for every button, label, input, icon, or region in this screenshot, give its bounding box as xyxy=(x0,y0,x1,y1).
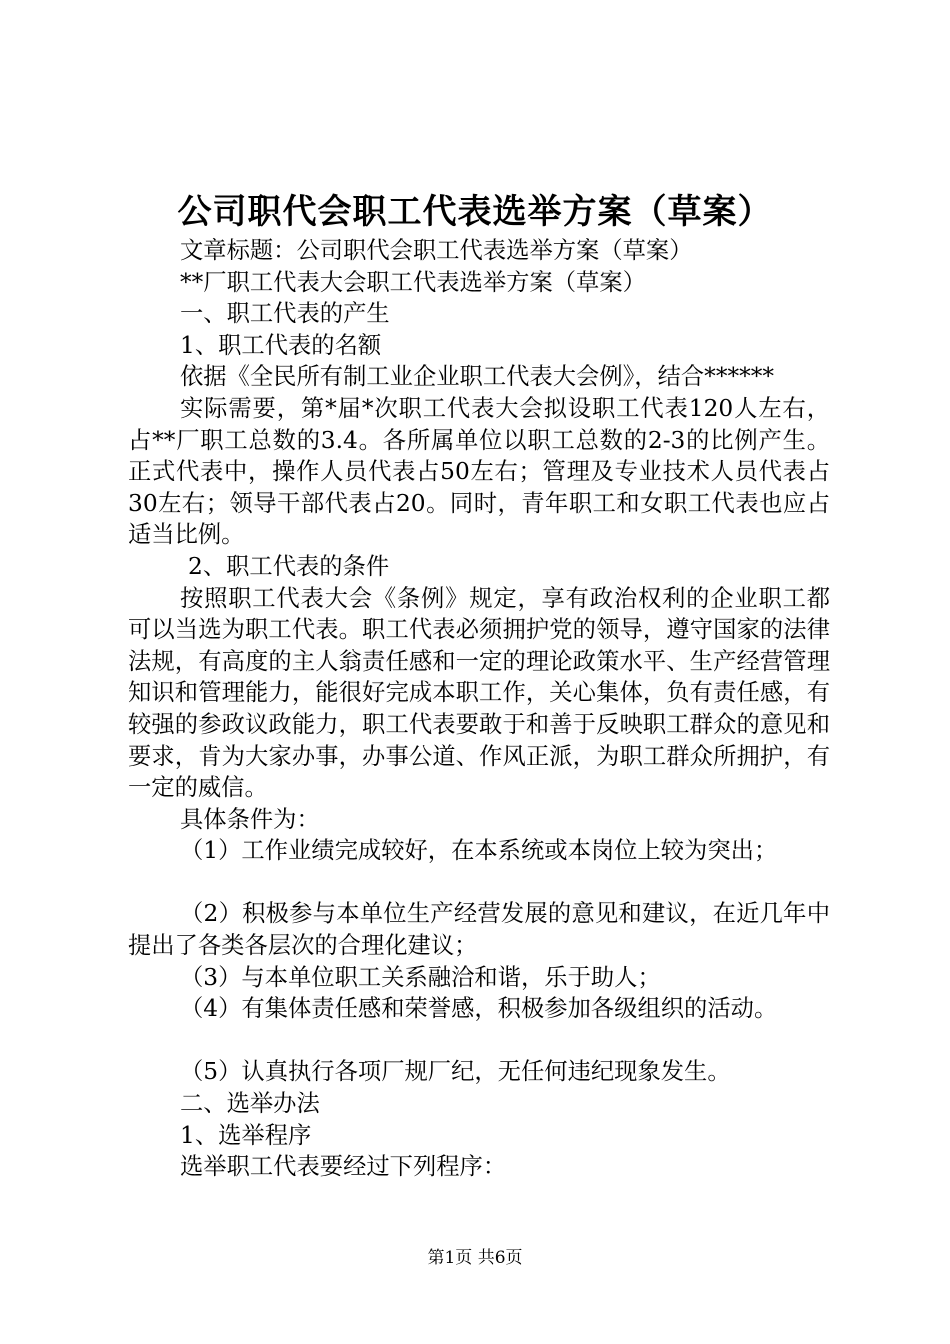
subsection-heading-1-2: 2、职工代表的条件 xyxy=(188,552,390,580)
section-heading-2: 二、选举办法 xyxy=(180,1090,320,1118)
page-footer: 第1页 共6页 xyxy=(427,1248,523,1268)
article-title-line: 文章标题：公司职代会职工代表选举方案（草案） xyxy=(180,237,693,264)
subsection-heading-2-1: 1、选举程序 xyxy=(180,1121,312,1149)
paragraph-procedure: 选举职工代表要经过下列程序： xyxy=(180,1153,507,1181)
subsection-heading-1-1: 1、职工代表的名额 xyxy=(180,331,382,359)
spacer xyxy=(128,867,830,899)
document-body xyxy=(128,235,830,1183)
document-title: 公司职代会职工代表选举方案（草案） xyxy=(177,192,773,232)
list-item-3: （3）与本单位职工关系融洽和谐，乐于助人； xyxy=(180,963,661,991)
plan-subtitle: **厂职工代表大会职工代表选举方案（草案） xyxy=(180,268,646,296)
paragraph-conditions: 按照职工代表大会《条例》规定，享有政治权利的企业职工都可以当选为职工代表。职工代表必须拥护党的领导，遵守国家的法律法规，有高度的主人翁责任感和一定的理论政策水平、生产经营管理知识和管理能力，能很好完成本职工作，关心集体，负有责任感，有较强的参政议政能力，职工代表要敢于和善于反映职工群众的意见和要求，肯为大家办事，办事公道、作风正派，为职工群众所拥护，有一定的威信。 xyxy=(128,584,830,802)
paragraph-quota: 实际需要，第*届*次职工代表大会拟设职工代表120人左右，占**厂职工总数的3.4。各所属单位以职工总数的2-3的比例产生。正式代表中，操作人员代表占50左右；管理及专业技术人员代表占30左右；领导干部代表占20。同时，青年职工和女职工代表也应占适当比例。 xyxy=(128,394,830,549)
list-item-5: （5）认真执行各项厂规厂纪，无任何违纪现象发生。 xyxy=(180,1058,731,1086)
list-item-2: （2）积极参与本单位生产经营发展的意见和建议，在近几年中提出了各类各层次的合理化建议； xyxy=(128,900,830,960)
list-item-4: （4）有集体责任感和荣誉感，积极参加各级组织的活动。 xyxy=(180,995,778,1023)
list-item-1: （1）工作业绩完成较好，在本系统或本岗位上较为突出； xyxy=(180,837,778,865)
paragraph-specific-conditions: 具体条件为： xyxy=(180,805,320,833)
paragraph-basis: 依据《全民所有制工业企业职工代表大会例》，结合****** xyxy=(180,363,775,391)
section-heading-1: 一、职工代表的产生 xyxy=(180,300,390,328)
spacer xyxy=(128,1025,830,1057)
